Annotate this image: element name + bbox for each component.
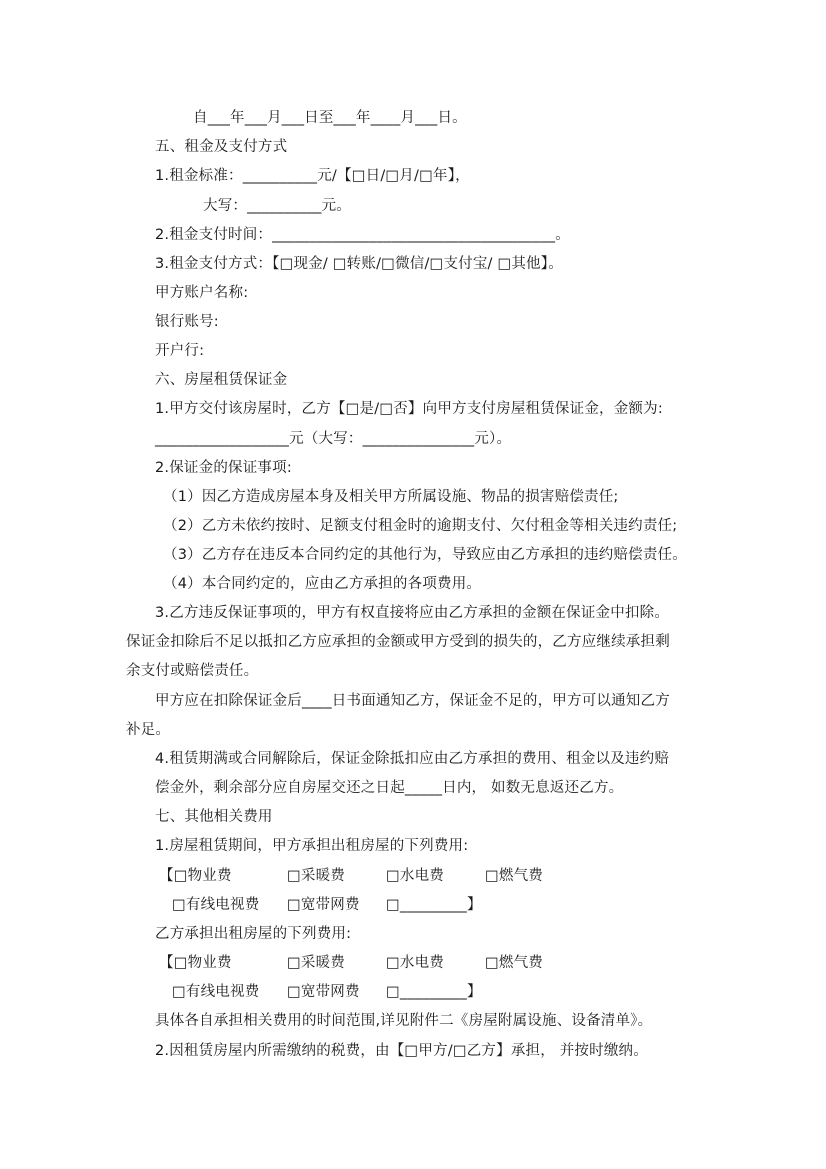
- party-a-fee-gas: □燃气费: [485, 868, 543, 884]
- deposit-clause-3: 3.乙方违反保证事项的，甲方有权直接将应由乙方承担的金额在保证金中扣除。: [155, 605, 670, 621]
- party-a-fee-other: □_________】: [386, 897, 482, 913]
- deposit-matter-1: （1）因乙方造成房屋本身及相关甲方所属设施、物品的损害赔偿责任;: [163, 489, 619, 505]
- party-b-fee-utilities: □水电费: [386, 955, 444, 971]
- rent-payment-time: 2.租金支付时间：______________________________________。: [155, 227, 570, 243]
- party-b-fee-cable-tv: □有线电视费: [172, 984, 260, 1000]
- deposit-notice: 甲方应在扣除保证金后____日书面通知乙方，保证金不足的，甲方可以通知乙方: [155, 693, 670, 709]
- bank-account: 银行账号:: [155, 314, 219, 330]
- deposit-amount: __________________元（大写：_______________元）。: [155, 431, 512, 447]
- rent-payment-method: 3.租金支付方式：【□现金/ □转账/□微信/□支付宝/ □其他】。: [155, 256, 563, 272]
- deposit-clause-4-cont: 偿金外，剩余部分应自房屋交还之日起_____日内， 如数无息返还乙方。: [155, 780, 624, 796]
- party-a-fee-property: 【□物业费: [159, 868, 232, 884]
- account-name: 甲方账户名称:: [155, 285, 249, 301]
- party-a-fee-broadband: □宽带网费: [287, 897, 360, 913]
- section-5-heading: 五、租金及支付方式: [155, 139, 288, 155]
- deposit-matters-heading: 2.保证金的保证事项:: [155, 460, 292, 476]
- party-b-fee-gas: □燃气费: [485, 955, 543, 971]
- party-a-fee-cable-tv: □有线电视费: [172, 897, 260, 913]
- party-a-fee-utilities: □水电费: [386, 868, 444, 884]
- party-b-fee-heating: □采暖费: [287, 955, 345, 971]
- tax-clause: 2.因租赁房屋内所需缴纳的税费，由【□甲方/□乙方】承担， 并按时缴纳。: [155, 1043, 648, 1059]
- deposit-notice-end: 补足。: [126, 722, 171, 738]
- deposit-clause-3-end: 余支付或赔偿责任。: [126, 663, 259, 679]
- party-b-fees-heading: 乙方承担出租房屋的下列费用:: [155, 926, 352, 942]
- deposit-matter-4: （4）本合同约定的，应由乙方承担的各项费用。: [163, 576, 482, 592]
- party-b-fee-broadband: □宽带网费: [287, 984, 360, 1000]
- fee-period-reference: 具体各自承担相关费用的时间范围,详见附件二《房屋附属设施、设备清单》。: [155, 1013, 653, 1029]
- deposit-clause-1: 1.甲方交付该房屋时，乙方【□是/□否】向甲方支付房屋租赁保证金，金额为:: [155, 401, 663, 417]
- deposit-clause-3-cont: 保证金扣除后不足以抵扣乙方应承担的金额或甲方受到的损失的，乙方应继续承担剩: [126, 634, 670, 650]
- term-date-range: 自___年___月___日至___年____月___日。: [193, 110, 467, 126]
- bank-branch: 开户行:: [155, 343, 205, 359]
- party-b-fee-other: □_________】: [386, 984, 482, 1000]
- rent-standard: 1.租金标准：__________元/【□日/□月/□年】，: [155, 168, 470, 184]
- deposit-clause-4: 4.租赁期满或合同解除后，保证金除抵扣应由乙方承担的费用、租金以及违约赔: [155, 751, 670, 767]
- rent-uppercase: 大写：__________元。: [203, 198, 351, 214]
- party-b-fee-property: 【□物业费: [159, 955, 232, 971]
- section-6-heading: 六、房屋租赁保证金: [155, 372, 288, 388]
- deposit-matter-2: （2）乙方未依约按时、足额支付租金时的逾期支付、欠付租金等相关违约责任;: [163, 518, 678, 534]
- section-7-heading: 七、其他相关费用: [155, 809, 273, 825]
- party-a-fee-heating: □采暖费: [287, 868, 345, 884]
- deposit-matter-3: （3）乙方存在违反本合同约定的其他行为，导致应由乙方承担的违约赔偿责任。: [163, 547, 687, 563]
- party-a-fees-heading: 1.房屋租赁期间，甲方承担出租房屋的下列费用:: [155, 838, 469, 854]
